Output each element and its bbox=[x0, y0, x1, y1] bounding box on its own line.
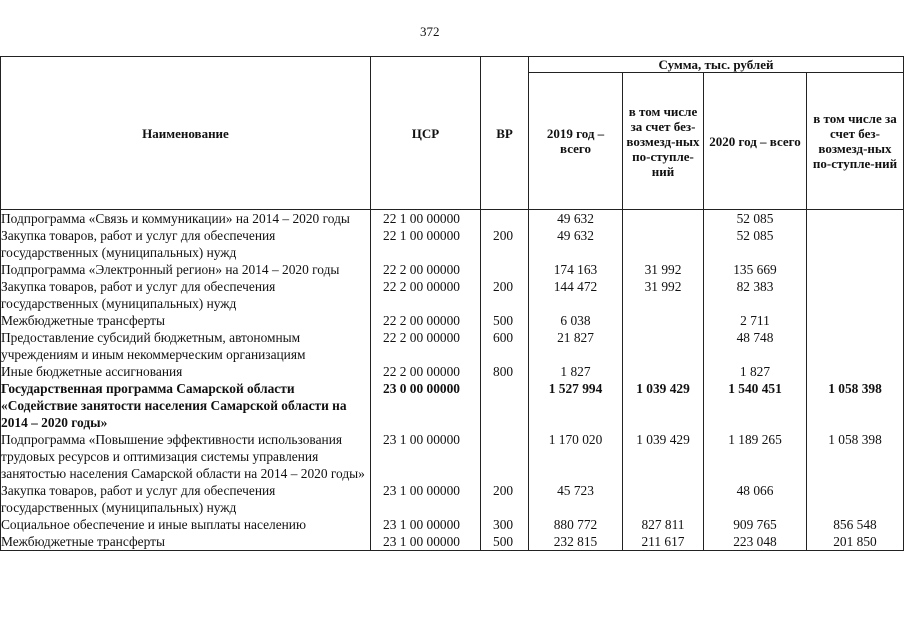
row-vr: 200 bbox=[481, 278, 529, 312]
row-2020-total: 1 827 bbox=[704, 363, 807, 380]
row-csr: 22 1 00 00000 bbox=[371, 227, 481, 261]
row-2020-free bbox=[807, 482, 904, 516]
row-2020-total: 52 085 bbox=[704, 227, 807, 261]
row-name: Закупка товаров, работ и услуг для обеспечения государственных (муниципальных) нужд bbox=[1, 482, 371, 516]
header-2020-total: 2020 год – всего bbox=[704, 73, 807, 210]
row-csr: 23 1 00 00000 bbox=[371, 533, 481, 551]
row-2020-free bbox=[807, 261, 904, 278]
row-csr: 22 2 00 00000 bbox=[371, 312, 481, 329]
row-2020-free bbox=[807, 227, 904, 261]
row-2019-total: 880 772 bbox=[529, 516, 623, 533]
header-sum-group: Сумма, тыс. рублей bbox=[529, 57, 904, 73]
row-2020-free bbox=[807, 312, 904, 329]
header-2020-free: в том числе за счет без-возмезд-ных по-ступле-ний bbox=[807, 73, 904, 210]
table-row bbox=[1, 278, 904, 312]
header-2019-total: 2019 год – всего bbox=[529, 73, 623, 210]
table-row bbox=[1, 210, 904, 228]
row-2019-free bbox=[623, 210, 704, 228]
row-2019-free bbox=[623, 312, 704, 329]
row-2019-free: 211 617 bbox=[623, 533, 704, 551]
row-name: Межбюджетные трансферты bbox=[1, 312, 371, 329]
row-vr: 500 bbox=[481, 533, 529, 551]
row-csr: 22 2 00 00000 bbox=[371, 329, 481, 363]
row-2020-free bbox=[807, 329, 904, 363]
row-2020-total: 52 085 bbox=[704, 210, 807, 228]
header-csr: ЦСР bbox=[371, 57, 481, 210]
row-vr bbox=[481, 210, 529, 228]
row-2020-free: 201 850 bbox=[807, 533, 904, 551]
table-row bbox=[1, 533, 904, 551]
row-name: Подпрограмма «Связь и коммуникации» на 2014 – 2020 годы bbox=[1, 210, 371, 228]
row-2020-total: 909 765 bbox=[704, 516, 807, 533]
row-2020-free bbox=[807, 278, 904, 312]
table-row bbox=[1, 431, 904, 482]
budget-table bbox=[0, 56, 904, 551]
row-vr bbox=[481, 380, 529, 431]
row-2019-free: 827 811 bbox=[623, 516, 704, 533]
row-2019-total: 232 815 bbox=[529, 533, 623, 551]
row-name: Социальное обеспечение и иные выплаты населению bbox=[1, 516, 371, 533]
row-name: Подпрограмма «Повышение эффективности использования трудовых ресурсов и оптимизация системы управления занятостью населения Самарской области на 2014 – 2020 годы» bbox=[1, 431, 371, 482]
row-vr bbox=[481, 261, 529, 278]
row-2020-total: 48 066 bbox=[704, 482, 807, 516]
row-2019-total: 49 632 bbox=[529, 227, 623, 261]
row-2020-total: 1 540 451 bbox=[704, 380, 807, 431]
header-2019-free: в том числе за счет без-возмезд-ных по-ступле-ний bbox=[623, 73, 704, 210]
row-2019-total: 45 723 bbox=[529, 482, 623, 516]
row-2020-total: 223 048 bbox=[704, 533, 807, 551]
table-row bbox=[1, 516, 904, 533]
header-name: Наименование bbox=[1, 57, 371, 210]
row-name: Государственная программа Самарской области «Содействие занятости населения Самарской области на 2014 – 2020 годы» bbox=[1, 380, 371, 431]
row-vr: 500 bbox=[481, 312, 529, 329]
row-csr: 22 1 00 00000 bbox=[371, 210, 481, 228]
row-2020-total: 135 669 bbox=[704, 261, 807, 278]
table-row bbox=[1, 261, 904, 278]
table-row bbox=[1, 227, 904, 261]
row-2019-free bbox=[623, 482, 704, 516]
row-2019-free bbox=[623, 227, 704, 261]
row-2019-total: 1 827 bbox=[529, 363, 623, 380]
row-csr: 23 1 00 00000 bbox=[371, 431, 481, 482]
row-2019-total: 1 527 994 bbox=[529, 380, 623, 431]
row-csr: 23 0 00 00000 bbox=[371, 380, 481, 431]
row-2019-total: 144 472 bbox=[529, 278, 623, 312]
row-csr: 22 2 00 00000 bbox=[371, 278, 481, 312]
table-row bbox=[1, 312, 904, 329]
table-row bbox=[1, 363, 904, 380]
row-name: Закупка товаров, работ и услуг для обеспечения государственных (муниципальных) нужд bbox=[1, 227, 371, 261]
row-2019-free: 31 992 bbox=[623, 261, 704, 278]
row-vr: 200 bbox=[481, 482, 529, 516]
row-2019-free: 1 039 429 bbox=[623, 431, 704, 482]
row-2019-total: 21 827 bbox=[529, 329, 623, 363]
table-row bbox=[1, 482, 904, 516]
row-name: Предоставление субсидий бюджетным, автономным учреждениям и иным некоммерческим организациям bbox=[1, 329, 371, 363]
row-2020-free bbox=[807, 363, 904, 380]
row-name: Закупка товаров, работ и услуг для обеспечения государственных (муниципальных) нужд bbox=[1, 278, 371, 312]
row-vr: 600 bbox=[481, 329, 529, 363]
row-vr bbox=[481, 431, 529, 482]
table-body bbox=[1, 210, 904, 551]
row-2020-total: 82 383 bbox=[704, 278, 807, 312]
row-2019-free: 1 039 429 bbox=[623, 380, 704, 431]
table-row bbox=[1, 329, 904, 363]
row-name: Иные бюджетные ассигнования bbox=[1, 363, 371, 380]
row-2020-free: 1 058 398 bbox=[807, 431, 904, 482]
row-2019-free: 31 992 bbox=[623, 278, 704, 312]
row-csr: 23 1 00 00000 bbox=[371, 516, 481, 533]
row-vr: 800 bbox=[481, 363, 529, 380]
row-vr: 200 bbox=[481, 227, 529, 261]
row-2019-total: 1 170 020 bbox=[529, 431, 623, 482]
row-2019-total: 174 163 bbox=[529, 261, 623, 278]
row-name: Межбюджетные трансферты bbox=[1, 533, 371, 551]
row-csr: 23 1 00 00000 bbox=[371, 482, 481, 516]
row-name: Подпрограмма «Электронный регион» на 2014 – 2020 годы bbox=[1, 261, 371, 278]
row-2020-free: 856 548 bbox=[807, 516, 904, 533]
row-2020-total: 1 189 265 bbox=[704, 431, 807, 482]
row-2020-free bbox=[807, 210, 904, 228]
table-row bbox=[1, 380, 904, 431]
row-2020-total: 48 748 bbox=[704, 329, 807, 363]
page-number: 372 bbox=[420, 24, 440, 39]
row-2019-free bbox=[623, 363, 704, 380]
row-2019-total: 6 038 bbox=[529, 312, 623, 329]
row-vr: 300 bbox=[481, 516, 529, 533]
row-csr: 22 2 00 00000 bbox=[371, 261, 481, 278]
row-csr: 22 2 00 00000 bbox=[371, 363, 481, 380]
row-2020-free: 1 058 398 bbox=[807, 380, 904, 431]
row-2020-total: 2 711 bbox=[704, 312, 807, 329]
row-2019-free bbox=[623, 329, 704, 363]
header-vr: ВР bbox=[481, 57, 529, 210]
row-2019-total: 49 632 bbox=[529, 210, 623, 228]
